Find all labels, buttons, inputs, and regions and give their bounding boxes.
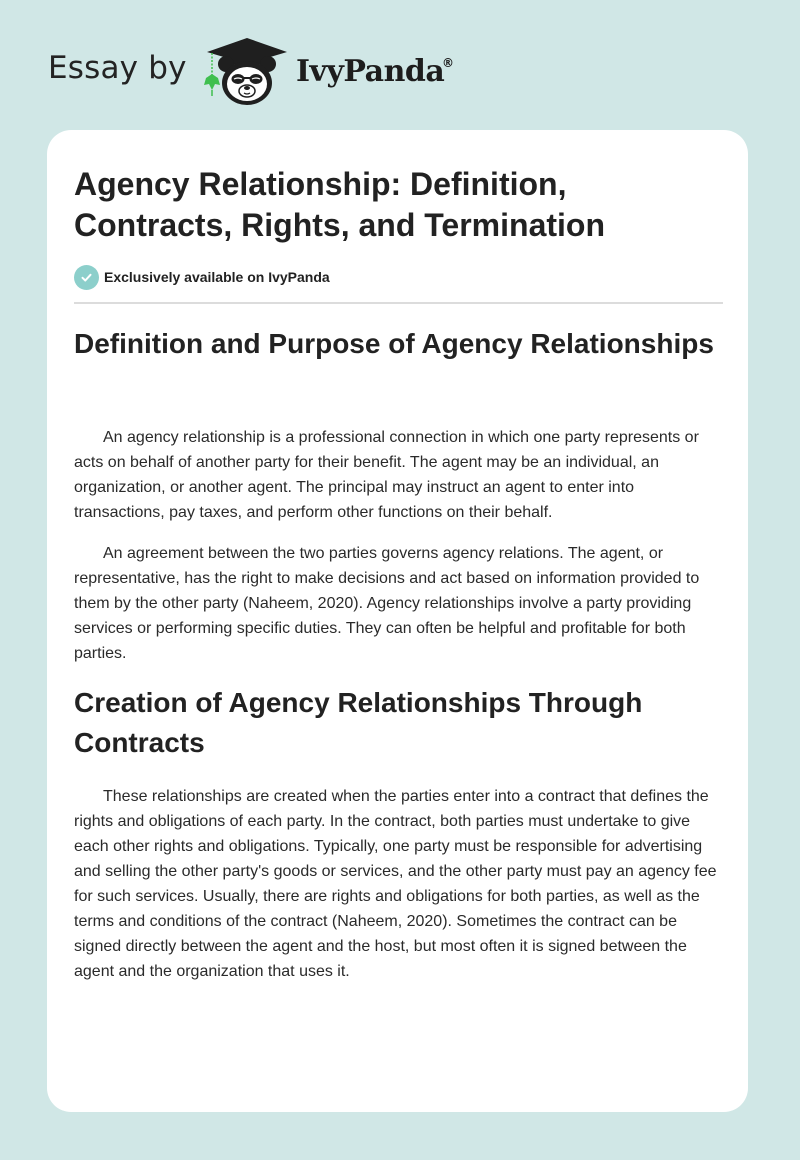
exclusive-badge bbox=[74, 263, 330, 291]
article-card bbox=[47, 130, 748, 1112]
paragraph: An agreement between the two parties governs agency relations. The agent, or representative, has the right to make decisions and act based on information provided to them by the other party (Naheem, 2020). Agency relationships involve a party providing services or performing specific duties. They can often be helpful and profitable for both parties. bbox=[74, 545, 700, 662]
brand-name[interactable]: IvyPanda bbox=[296, 54, 445, 89]
section-heading-definition: Definition and Purpose of Agency Relationships bbox=[74, 328, 714, 359]
essay-by-label: Essay by bbox=[48, 50, 187, 86]
panda-graduation-cap-icon[interactable] bbox=[201, 36, 293, 108]
site-header bbox=[0, 0, 800, 130]
registered-mark: ® bbox=[442, 56, 454, 70]
section-heading-creation: Creation of Agency Relationships Through Contracts bbox=[74, 687, 643, 758]
paragraph: An agency relationship is a professional connection in which one party represents or acts on behalf of another party for their benefit. The agent may be an individual, an organization, or another agent. The principal may instruct an agent to enter into transactions, pay taxes, and perform other functions on their behalf. bbox=[74, 429, 699, 521]
badge-text: Exclusively available on IvyPanda bbox=[104, 269, 330, 285]
title-divider bbox=[74, 302, 723, 304]
article-title: Agency Relationship: Definition, Contracts, Rights, and Termination bbox=[74, 166, 605, 243]
paragraph: These relationships are created when the parties enter into a contract that defines the rights and obligations of each party. In the contract, both parties must undertake to give each other rights and obligations. Typically, one party must be responsible for advertising and selling the other party's goods or services, and the other party must pay an agency fee for such services. Usually, there are rights and obligations for both parties, as well as the terms and conditions of the contract (Naheem, 2020). Sometimes the contract can be signed directly between the agent and the host, but most often it is signed between the agent and the organization that uses it. bbox=[74, 788, 717, 980]
check-circle-icon bbox=[74, 265, 99, 290]
